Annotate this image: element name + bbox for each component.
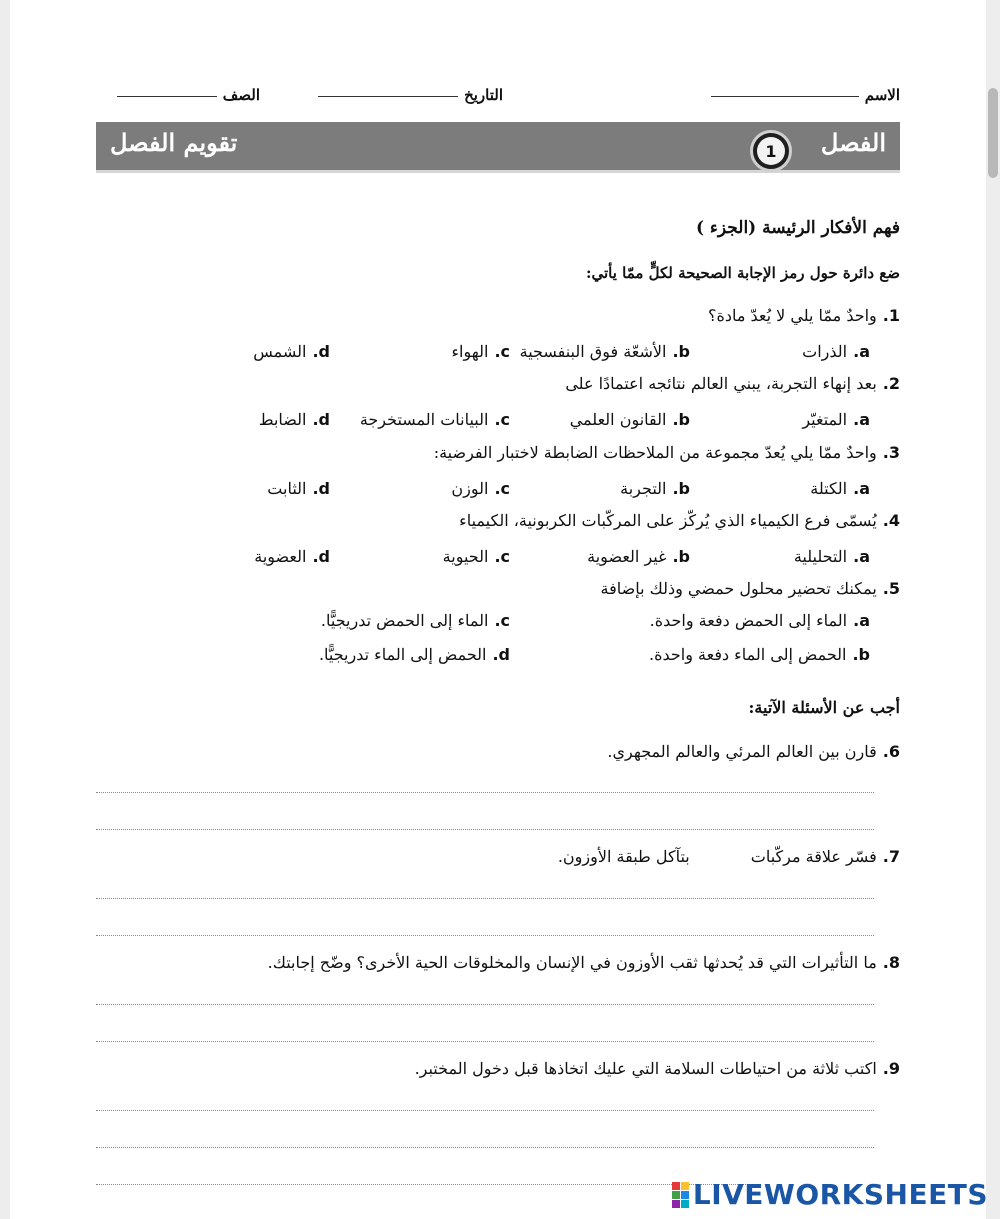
instruction-text: ضع دائرة حول رمز الإجابة الصحيحة لكلٍّ ممّا يأتي: — [585, 264, 900, 282]
answer-line[interactable] — [96, 1147, 874, 1148]
option-3a[interactable]: a.الكتلة — [810, 479, 870, 498]
option-4b[interactable]: b.غير العضوية — [587, 547, 690, 566]
logo-tile — [681, 1191, 689, 1199]
option-1b[interactable]: b.الأشعّة فوق البنفسجية — [519, 342, 690, 361]
chapter-banner — [96, 122, 900, 170]
option-5a[interactable]: a.الماء إلى الحمض دفعة واحدة. — [649, 611, 870, 630]
page-left-margin — [0, 0, 10, 1219]
chapter-number-badge — [750, 130, 792, 172]
option-4a[interactable]: a.التحليلية — [793, 547, 870, 566]
answer-line[interactable] — [96, 829, 874, 830]
section-title-answer: أجب عن الأسئلة الآتية: — [748, 698, 900, 717]
question-number: 3. — [882, 443, 900, 462]
option-3b[interactable]: b.التجربة — [620, 479, 690, 498]
question-text: فسّر علاقة مركّبات بتآكل طبقة الأوزون. — [557, 847, 877, 866]
watermark-text: LIVEWORKSHEETS — [692, 1178, 988, 1211]
logo-tile — [681, 1200, 689, 1208]
question-text: بعد إنهاء التجربة، يبني العالم نتائجه اعتمادًا على — [565, 374, 877, 393]
name-blank[interactable] — [711, 95, 859, 97]
logo-tile — [672, 1191, 680, 1199]
question-number: 6. — [882, 742, 900, 761]
question-number: 2. — [882, 374, 900, 393]
question-9 — [415, 1059, 900, 1078]
option-1d[interactable]: d.الشمس — [253, 342, 330, 361]
scrollbar-track[interactable] — [986, 0, 1000, 1219]
option-5d[interactable]: d.الحمض إلى الماء تدريجيًّا. — [318, 645, 510, 664]
question-4 — [459, 511, 900, 530]
question-8 — [268, 953, 900, 972]
liveworksheets-logo-icon — [672, 1182, 689, 1208]
option-4c[interactable]: c.الحيوية — [442, 547, 510, 566]
option-1a[interactable]: a.الذرات — [802, 342, 870, 361]
option-3c[interactable]: c.الوزن — [451, 479, 510, 498]
date-field — [312, 86, 503, 104]
question-number: 4. — [882, 511, 900, 530]
date-blank[interactable] — [318, 95, 458, 97]
chapter-label: الفصل — [820, 128, 886, 157]
question-number: 5. — [882, 579, 900, 598]
question-text: قارن بين العالم المرئي والعالم المجهري. — [607, 742, 877, 761]
question-2 — [565, 374, 900, 393]
answer-line[interactable] — [96, 1184, 756, 1185]
logo-tile — [681, 1182, 689, 1190]
option-3d[interactable]: d.الثابت — [267, 479, 330, 498]
question-number: 8. — [882, 953, 900, 972]
logo-tile — [672, 1200, 680, 1208]
answer-line[interactable] — [96, 898, 874, 899]
answer-line[interactable] — [96, 792, 874, 793]
section-title-main-ideas: فهم الأفكار الرئيسة (الجزء ) — [695, 218, 900, 238]
class-label: الصف — [222, 86, 260, 104]
answer-line[interactable] — [96, 1041, 874, 1042]
answer-line[interactable] — [96, 935, 874, 936]
question-7 — [558, 847, 900, 866]
question-text: ما التأثيرات التي قد يُحدثها ثقب الأوزون في الإنسان والمخلوقات الحية الأخرى؟ وضّح إجابتك. — [267, 953, 877, 972]
option-2d[interactable]: d.الضابط — [258, 410, 330, 429]
liveworksheets-watermark[interactable] — [672, 1178, 988, 1211]
logo-tile — [672, 1182, 680, 1190]
question-text: يمكنك تحضير محلول حمضي وذلك بإضافة — [600, 579, 877, 598]
question-text: اكتب ثلاثة من احتياطات السلامة التي عليك اتخاذها قبل دخول المختبر. — [414, 1059, 877, 1078]
option-2c[interactable]: c.البيانات المستخرجة — [359, 410, 510, 429]
option-2a[interactable]: a.المتغيّر — [802, 410, 870, 429]
scrollbar-thumb[interactable] — [988, 88, 998, 178]
question-text: يُسمّى فرع الكيمياء الذي يُركّز على المركّبات الكربونية، الكيمياء — [459, 511, 877, 530]
question-number: 9. — [882, 1059, 900, 1078]
answer-line[interactable] — [96, 1110, 874, 1111]
question-5 — [601, 579, 900, 598]
question-1 — [708, 306, 900, 325]
question-number: 7. — [882, 847, 900, 866]
name-field — [705, 86, 900, 104]
chapter-review-title: تقويم الفصل — [110, 128, 238, 157]
date-label: التاريخ — [464, 86, 503, 104]
class-field — [111, 86, 260, 104]
question-3 — [434, 443, 900, 462]
question-number: 1. — [882, 306, 900, 325]
question-text: واحدٌ ممّا يلي يُعدّ مجموعة من الملاحظات الضابطة لاختبار الفرضية: — [433, 443, 877, 462]
option-4d[interactable]: d.العضوية — [254, 547, 330, 566]
option-5b[interactable]: b.الحمض إلى الماء دفعة واحدة. — [649, 645, 870, 664]
class-blank[interactable] — [117, 95, 217, 97]
option-2b[interactable]: b.القانون العلمي — [569, 410, 690, 429]
name-label: الاسم — [864, 86, 900, 104]
option-5c[interactable]: c.الماء إلى الحمض تدريجيًّا. — [320, 611, 510, 630]
option-1c[interactable]: c.الهواء — [451, 342, 510, 361]
question-text: واحدٌ ممّا يلي لا يُعدّ مادة؟ — [707, 306, 877, 325]
answer-line[interactable] — [96, 1004, 874, 1005]
question-6 — [607, 742, 900, 761]
chapter-number: 1 — [757, 137, 785, 165]
